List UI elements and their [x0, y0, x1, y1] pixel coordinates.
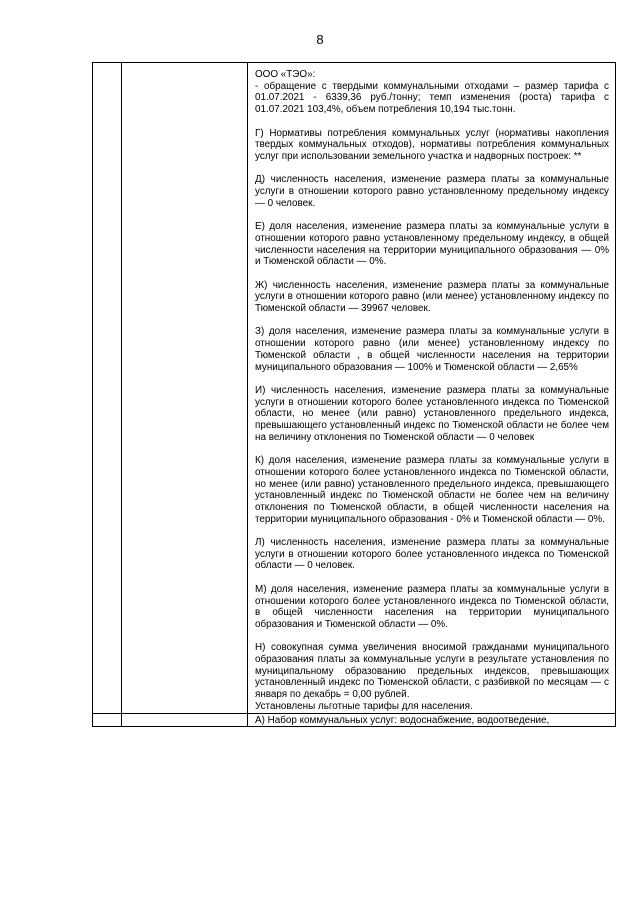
paragraph-i: И) численность населения, изменение размера платы за коммунальные услуги в отношении которого более установленного индекса по Тюменской области, но менее (или равно) установленного предельного индекса, превышающего установленный индекс по Тюменской области не более чем на величину отклонения по Тюменской области — 0 человек — [255, 384, 609, 443]
paragraph-m: М) доля населения, изменение размера платы за коммунальные услуги в отношении которого более установленного индекса по Тюменской области, в общей численности населения на территории муниципального образования и Тюменской области — 0%. — [255, 583, 609, 630]
paragraph-e: Е) доля населения, изменение размера платы за коммунальные услуги в отношении которого равно установленному предельному индексу, в общей численности населения на территории муниципального образования — 0% и Тюменской области — 0%. — [255, 221, 609, 268]
number-cell — [93, 63, 122, 714]
paragraph-k: К) доля населения, изменение размера платы за коммунальные услуги в отношении которого более установленного индекса по Тюменской области, но менее (или равно) установленного предельного индекса, превышающего установленный индекс по Тюменской области не более чем на величину отклонения по Тюменской области, в общей численности населения на территории муниципального образования - 0% и Тюменской области — 0%. — [255, 455, 609, 525]
label-cell — [122, 63, 248, 714]
paragraph-g: Г) Нормативы потребления коммунальных услуг (нормативы накопления твердых коммунальных отходов), нормативы потребления коммунальных услуг при использовании земельного участка и надворных построек: ** — [255, 127, 609, 162]
number-cell — [93, 713, 122, 727]
paragraph-lgoty: Установлены льготные тарифы для населения. — [255, 700, 473, 712]
org-title: ООО «ТЭО»: — [255, 69, 316, 80]
paragraph-l: Л) численность населения, изменение размера платы за коммунальные услуги в отношении которого более установленного индекса по Тюменской области — 0 человек. — [255, 537, 609, 572]
table-row — [93, 63, 616, 714]
paragraph-tko-tariff: - обращение с твердыми коммунальными отходами – размер тарифа с 01.07.2021 - 6339,36 руб./тонну; темп изменения (роста) тарифа с 01.07.2021 103,4%, объем потребления 10,194 тыс.тонн. — [255, 80, 609, 116]
content-cell — [248, 63, 616, 714]
document-table — [92, 62, 616, 727]
content-cell — [248, 713, 616, 727]
table-row — [93, 713, 616, 727]
paragraph-z: З) доля населения, изменение размера платы за коммунальные услуги в отношении которого равно (или менее) установленному индексу по Тюменской области , в общей численности населения на территории муниципального образования — 100% и Тюменской области — 2,65% — [255, 326, 609, 373]
paragraph-d: Д) численность населения, изменение размера платы за коммунальные услуги в отношении которого равно установленному предельному индексу — 0 человек. — [255, 174, 609, 209]
paragraph-n: Н) совокупная сумма увеличения вносимой гражданами муниципального образования платы за коммунальные услуги в результате установления по муниципальному образованию предельных индексов, превышающих установленный индекс по Тюменской области, с разбивкой по месяцам — с января по декабрь = 0,00 рублей. — [255, 642, 609, 701]
page-number: 8 — [316, 32, 324, 47]
next-row-text: А) Набор коммунальных услуг: водоснабжение, водоотведение, — [255, 714, 550, 726]
label-cell — [122, 713, 248, 727]
paragraph-zh: Ж) численность населения, изменение размера платы за коммунальные услуги в отношении которого равно (или менее) установленному индексу по Тюменской области — 39967 человек. — [255, 279, 609, 314]
